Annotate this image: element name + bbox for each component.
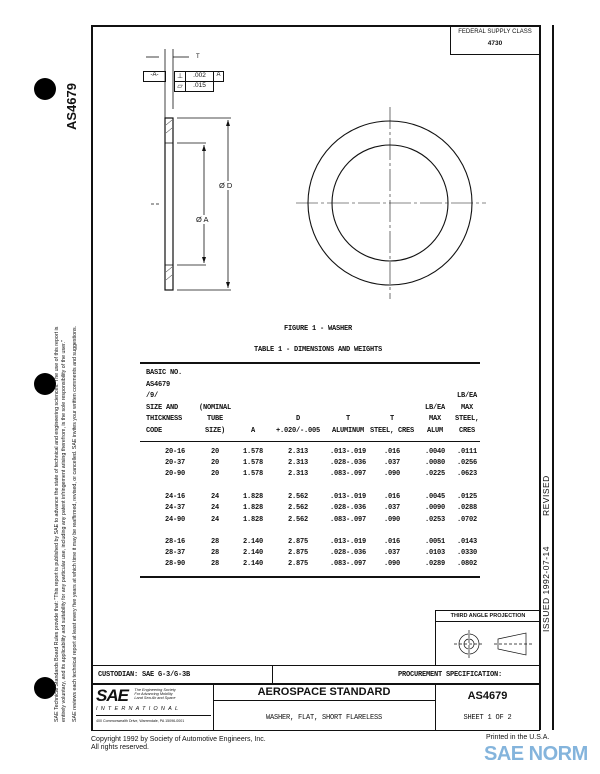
cell-a: 1.828	[242, 516, 264, 524]
cell-code: 20-37	[164, 459, 186, 467]
copyright: Copyright 1992 by Society of Automotive Engineers, Inc. All rights reserved.	[91, 736, 266, 751]
cell-lb-steel: .0125	[456, 493, 478, 501]
cell-lb-alum: .0225	[424, 470, 446, 478]
cell-lb-alum: .0051	[424, 538, 446, 546]
cell-t-steel: .016	[383, 538, 401, 546]
cell-t-alum: .028-.036	[329, 504, 367, 512]
cell-d: 2.875	[287, 560, 309, 568]
cell-a: 1.578	[242, 459, 264, 467]
cell-t-alum: .083-.097	[329, 470, 367, 478]
cell-code: 24-90	[164, 516, 186, 524]
cell-lb-steel: .0623	[456, 470, 478, 478]
cell-code: 24-16	[164, 493, 186, 501]
cell-lb-alum: .0080	[424, 459, 446, 467]
punch-hole	[34, 373, 56, 395]
flatness-icon: ▱	[174, 81, 186, 92]
table-row	[140, 538, 480, 549]
cell-a: 1.578	[242, 448, 264, 456]
column-header-code: BASIC NO. AS4679 /9/ SIZE AND THICKNESS CODE	[146, 369, 183, 435]
custodian: CUSTODIAN: SAE G-3/G-3B	[98, 671, 191, 679]
cell-t-steel: .090	[383, 516, 401, 524]
document-number: AS4679	[467, 690, 508, 702]
cell-a: 1.828	[242, 493, 264, 501]
diameter-d-label: Ø D	[219, 181, 233, 190]
column-header-lb-steel: LB/EA MAX STEEL, CRES	[454, 392, 480, 435]
federal-supply-box: FEDERAL SUPPLY CLASS 4730	[450, 25, 540, 55]
cell-lb-alum: .0289	[424, 560, 446, 568]
column-header-lb-alum: LB/EA MAX ALUM	[424, 403, 446, 435]
column-header-t-alum: T ALUMINUM	[331, 415, 365, 435]
cell-d: 2.562	[287, 516, 309, 524]
printed-in: Printed in the U.S.A.	[486, 734, 550, 741]
cell-d: 2.313	[287, 470, 309, 478]
cell-t-steel: .016	[383, 448, 401, 456]
cell-d: 2.562	[287, 493, 309, 501]
third-angle-projection: THIRD ANGLE PROJECTION	[435, 610, 540, 666]
cell-code: 28-90	[164, 560, 186, 568]
cell-t-steel: .037	[383, 549, 401, 557]
cell-t-steel: .090	[383, 470, 401, 478]
cell-lb-steel: .0288	[456, 504, 478, 512]
cell-t-alum: .013-.019	[329, 493, 367, 501]
cell-nominal: 28	[210, 538, 220, 546]
table-row	[140, 470, 480, 481]
cell-lb-alum: .0103	[424, 549, 446, 557]
cell-t-alum: .028-.036	[329, 549, 367, 557]
cell-t-steel: .016	[383, 493, 401, 501]
cell-lb-steel: .0702	[456, 516, 478, 524]
cell-d: 2.313	[287, 448, 309, 456]
cell-code: 24-37	[164, 504, 186, 512]
watermark-logo: SAE NORM	[484, 743, 588, 765]
cell-nominal: 20	[210, 470, 220, 478]
cell-a: 1.828	[242, 504, 264, 512]
column-header-t-steel: T STEEL, CRES	[369, 415, 415, 435]
figure-caption: FIGURE 1 - WASHER	[283, 325, 352, 333]
document-title: AEROSPACE STANDARD	[257, 686, 391, 698]
washer-drawing	[91, 27, 540, 307]
cell-nominal: 24	[210, 504, 220, 512]
column-header-a: A	[250, 426, 256, 435]
cell-a: 2.140	[242, 538, 264, 546]
cell-d: 2.313	[287, 459, 309, 467]
cell-nominal: 24	[210, 493, 220, 501]
table-row	[140, 549, 480, 560]
cell-t-steel: .037	[383, 504, 401, 512]
perpendicularity-icon: ⊥	[174, 71, 186, 82]
table-row	[140, 504, 480, 515]
sheet-number: SHEET 1 OF 2	[463, 714, 512, 722]
table-row	[140, 516, 480, 527]
cell-lb-alum: .0253	[424, 516, 446, 524]
cell-t-steel: .090	[383, 560, 401, 568]
table-row	[140, 459, 480, 470]
cell-lb-steel: .0802	[456, 560, 478, 568]
cell-lb-steel: .0143	[456, 538, 478, 546]
table-row	[140, 560, 480, 571]
cell-t-alum: .013-.019	[329, 448, 367, 456]
cell-code: 20-90	[164, 470, 186, 478]
cell-a: 1.578	[242, 470, 264, 478]
cell-d: 2.875	[287, 538, 309, 546]
cell-lb-alum: .0040	[424, 448, 446, 456]
procurement-specification: PROCUREMENT SPECIFICATION:	[398, 671, 503, 679]
diameter-a-label: Ø A	[196, 215, 209, 224]
projection-symbol-icon	[436, 622, 540, 666]
cell-nominal: 28	[210, 549, 220, 557]
document-subtitle: WASHER, FLAT, SHORT FLARELESS	[265, 714, 383, 722]
cell-lb-alum: .0090	[424, 504, 446, 512]
cell-lb-alum: .0045	[424, 493, 446, 501]
cell-d: 2.562	[287, 504, 309, 512]
cell-lb-steel: .0111	[456, 448, 478, 456]
cell-a: 2.140	[242, 549, 264, 557]
cell-a: 2.140	[242, 560, 264, 568]
table-row	[140, 448, 480, 459]
punch-hole	[34, 677, 56, 699]
cell-code: 20-16	[164, 448, 186, 456]
cell-lb-steel: .0256	[456, 459, 478, 467]
cell-nominal: 20	[210, 459, 220, 467]
column-header-nominal: (NOMINAL TUBE SIZE)	[198, 403, 232, 435]
cell-nominal: 24	[210, 516, 220, 524]
table-row	[140, 493, 480, 504]
cell-code: 28-16	[164, 538, 186, 546]
column-header-d: D +.020/-.005	[275, 415, 321, 435]
cell-t-steel: .037	[383, 459, 401, 467]
cell-t-alum: .083-.097	[329, 560, 367, 568]
cell-t-alum: .013-.019	[329, 538, 367, 546]
revision-strip: ISSUED 1992-07-14REVISED	[541, 475, 551, 632]
cell-lb-steel: .0330	[456, 549, 478, 557]
cell-code: 28-37	[164, 549, 186, 557]
cell-t-alum: .083-.097	[329, 516, 367, 524]
table-title: TABLE 1 - DIMENSIONS AND WEIGHTS	[253, 346, 383, 354]
cell-nominal: 28	[210, 560, 220, 568]
cell-t-alum: .028-.036	[329, 459, 367, 467]
side-doc-number: AS4679	[64, 83, 79, 130]
cell-d: 2.875	[287, 549, 309, 557]
punch-hole	[34, 78, 56, 100]
sae-logo: SAE The Engineering Society For Advancing Mobility Land Sea Air and Space INTERNATIONAL 400 Commonwealth Drive, Warrendale, PA 15096-0001	[96, 686, 211, 723]
cell-nominal: 20	[210, 448, 220, 456]
